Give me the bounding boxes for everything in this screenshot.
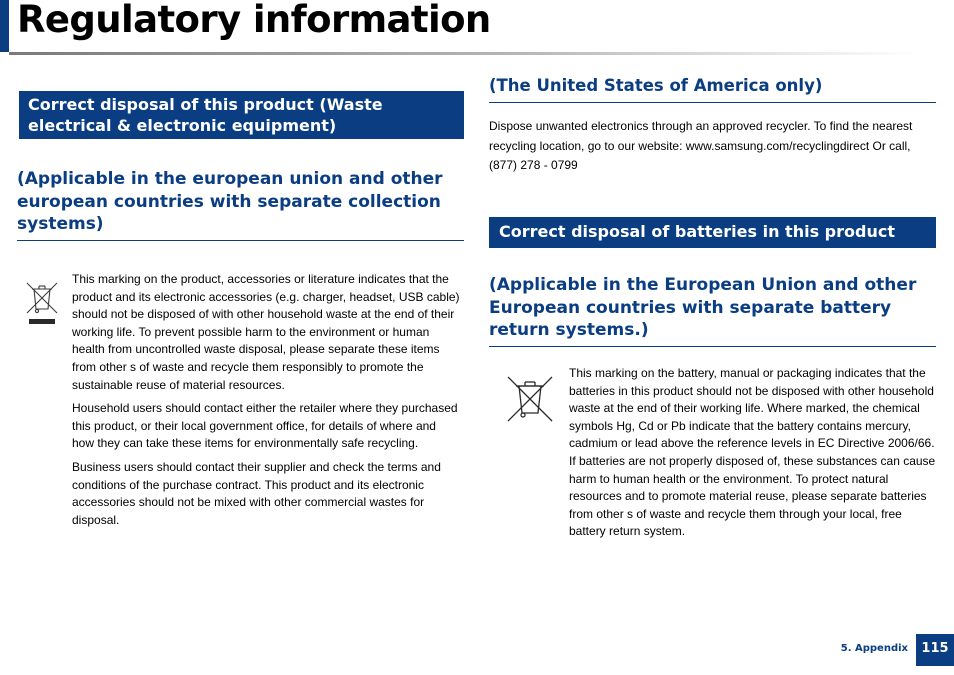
weee-paragraph: This marking on the product, accessories or literature indicates that the product and its electronic accessories (e.g. charger, headset, USB cable) should not be disposed of with other household waste at the end of their working life. To prevent possible harm to the environment or human health from uncontrolled waste disposal, please separate these items from other s of waste and recycle them responsibly to promote the sustainable reuse of material resources. [72,272,460,392]
battery-subheading: (Applicable in the European Union and other European countries with separate battery return systems.) [489,275,917,340]
weee-text-block [72,271,460,535]
battery-section-header: Correct disposal of batteries in this product [489,217,936,248]
page-title: Regulatory information [17,0,491,41]
weee-subheading-rule [17,240,464,241]
weee-section-header: Correct disposal of this product (Waste electrical & electronic equipment) [19,91,464,139]
title-divider [9,52,919,55]
weee-paragraph: Household users should contact either the retailer where they purchased this product, or their local government office, for details of where and how they can take these items for environmentally safe recycling. [72,401,458,451]
page-number: 115 [916,634,954,666]
footer-section-label: 5. Appendix [840,643,908,654]
title-accent-bar [0,0,9,52]
battery-bin-icon [505,374,555,424]
us-recycling-text: Dispose unwanted electronics through an approved recycler. To find the nearest recycling location, go to our website: www.samsung.com/recyclingdirect Or call, (877) 278 - 0799 [489,119,913,172]
crossed-out-wheelie-bin-icon [25,280,59,326]
us-heading: (The United States of America only) [489,76,823,95]
weee-paragraph: Business users should contact their supplier and check the terms and conditions of the purchase contract. This product and its electronic accessories should not be mixed with other commercial wastes for disposal. [72,459,441,527]
battery-subheading-rule [489,346,936,347]
us-heading-rule [489,102,936,103]
weee-subheading: (Applicable in the european union and other european countries with separate collection systems) [17,169,443,234]
battery-text: This marking on the battery, manual or packaging indicates that the batteries in this product should not be disposed with other household waste at the end of their working life. Where marked, the chemical symbols Hg, Cd or Pb indicate that the battery contains mercury, cadmium or lead above the reference levels in EC Directive 2006/66. If batteries are not properly disposed of, these substances can cause harm to human health or the environment. To protect natural resources and to promote material reuse, please separate batteries from other s of waste and recycle them through your local, free battery return system. [569,366,936,539]
